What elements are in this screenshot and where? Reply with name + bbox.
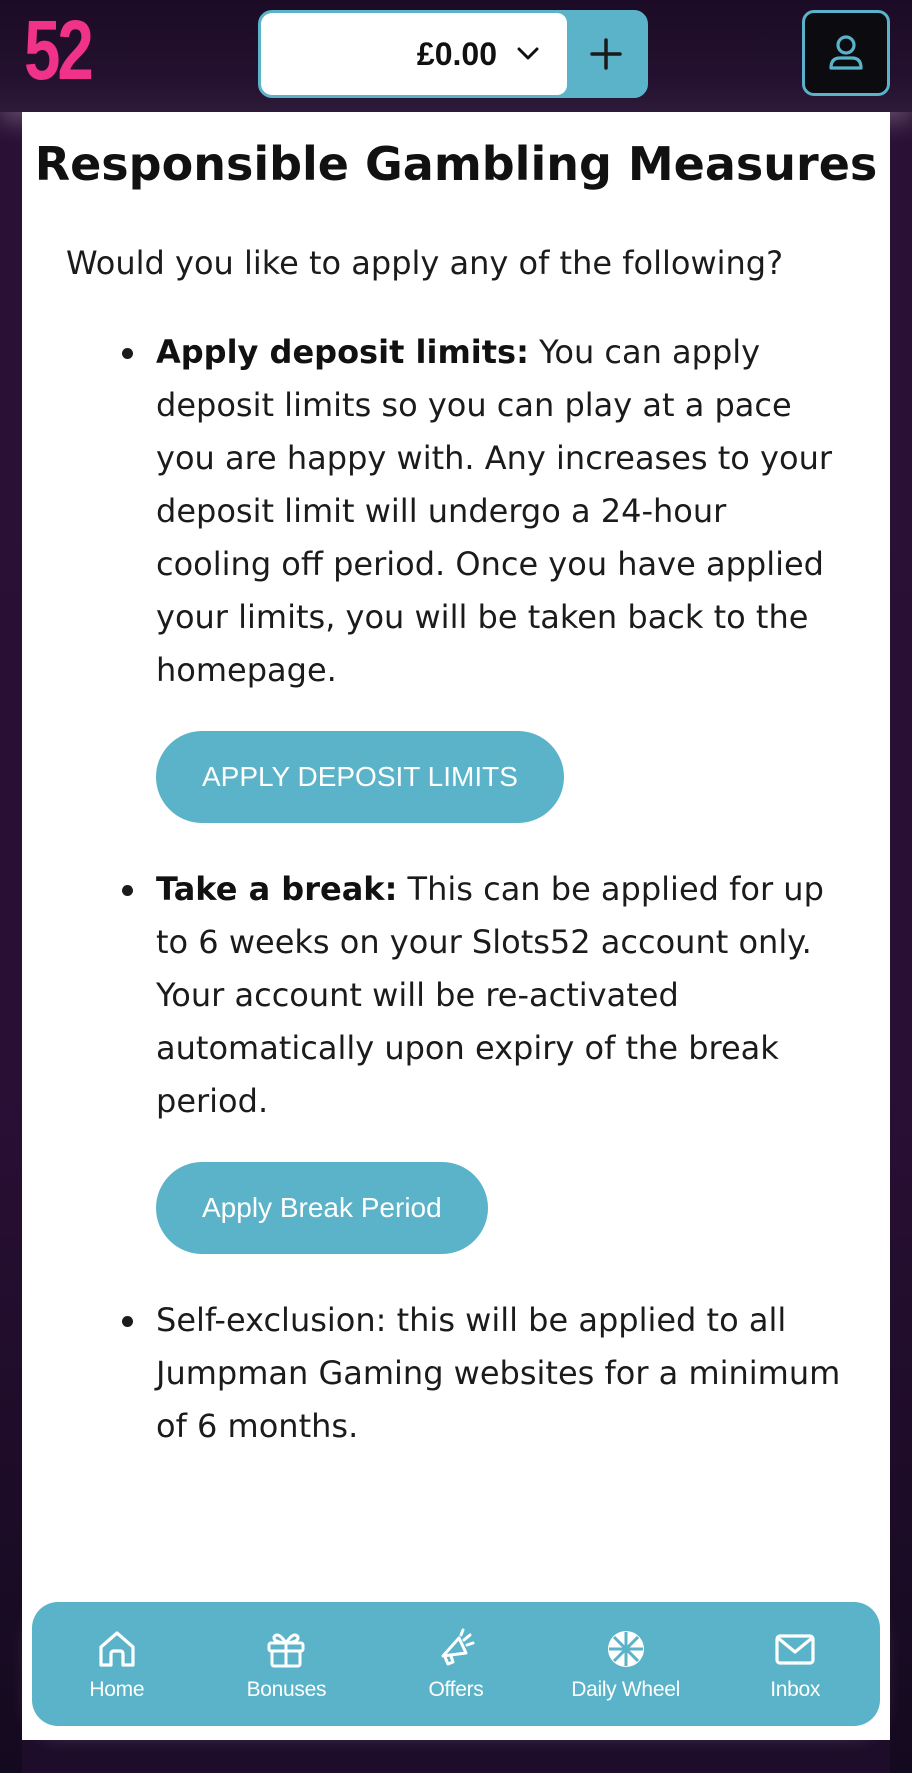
bullet <box>122 885 133 896</box>
nav-home[interactable] <box>37 1626 197 1702</box>
measure-label: Apply deposit limits: <box>156 333 529 371</box>
nav-offers[interactable] <box>376 1626 536 1702</box>
user-icon <box>826 32 866 74</box>
apply-break-period-button[interactable]: Apply Break Period <box>156 1162 488 1254</box>
bottom-nav <box>32 1602 880 1726</box>
mail-icon <box>772 1626 818 1672</box>
nav-daily-wheel[interactable] <box>546 1626 706 1702</box>
deposit-button[interactable] <box>567 13 645 95</box>
nav-label: Daily Wheel <box>571 1678 680 1701</box>
measures-list <box>22 326 890 1453</box>
wheel-icon <box>603 1626 649 1672</box>
home-icon <box>94 1626 140 1672</box>
balance-amount: £0.00 <box>416 35 497 72</box>
top-header <box>0 0 912 112</box>
account-button[interactable] <box>802 10 890 96</box>
frame-right <box>890 0 912 1773</box>
bullet <box>122 1316 133 1327</box>
measure-deposit-limits <box>156 326 846 863</box>
measure-text: You can apply deposit limits so you can play at a pace you are happy with. Any increases to your deposit limit will undergo a 24-hour cooling off period. Once you have applied your limits, you will be taken back to the homepage. <box>156 333 832 689</box>
nav-bonuses[interactable] <box>206 1626 366 1702</box>
balance-group <box>258 10 648 98</box>
content-card <box>22 100 890 1740</box>
chevron-down-icon <box>517 47 539 61</box>
measure-label: Take a break: <box>156 870 398 908</box>
measure-text: Self-exclusion: this will be applied to all Jumpman Gaming websites for a minimum of 6 months. <box>156 1301 841 1445</box>
intro-text: Would you like to apply any of the following? <box>66 244 784 282</box>
nav-inbox[interactable] <box>715 1626 875 1702</box>
site-logo[interactable]: 52 <box>24 3 91 97</box>
page-title: Responsible Gambling Measures <box>34 137 878 191</box>
measure-text: This can be applied for up to 6 weeks on your Slots52 account only. Your account will be re-activated automatically upon expiry of the break period. <box>156 870 824 1120</box>
nav-label: Offers <box>428 1678 484 1701</box>
nav-label: Home <box>89 1678 145 1701</box>
balance-toggle[interactable] <box>261 13 567 95</box>
measure-take-break <box>156 863 846 1294</box>
frame-left <box>0 0 22 1773</box>
apply-deposit-limits-button[interactable]: APPLY DEPOSIT LIMITS <box>156 731 564 823</box>
bullet <box>122 348 133 359</box>
megaphone-icon <box>433 1626 479 1672</box>
plus-icon <box>589 37 623 71</box>
measure-self-exclusion <box>156 1294 846 1453</box>
gift-icon <box>263 1626 309 1672</box>
nav-label: Bonuses <box>246 1678 327 1701</box>
nav-label: Inbox <box>770 1678 821 1701</box>
